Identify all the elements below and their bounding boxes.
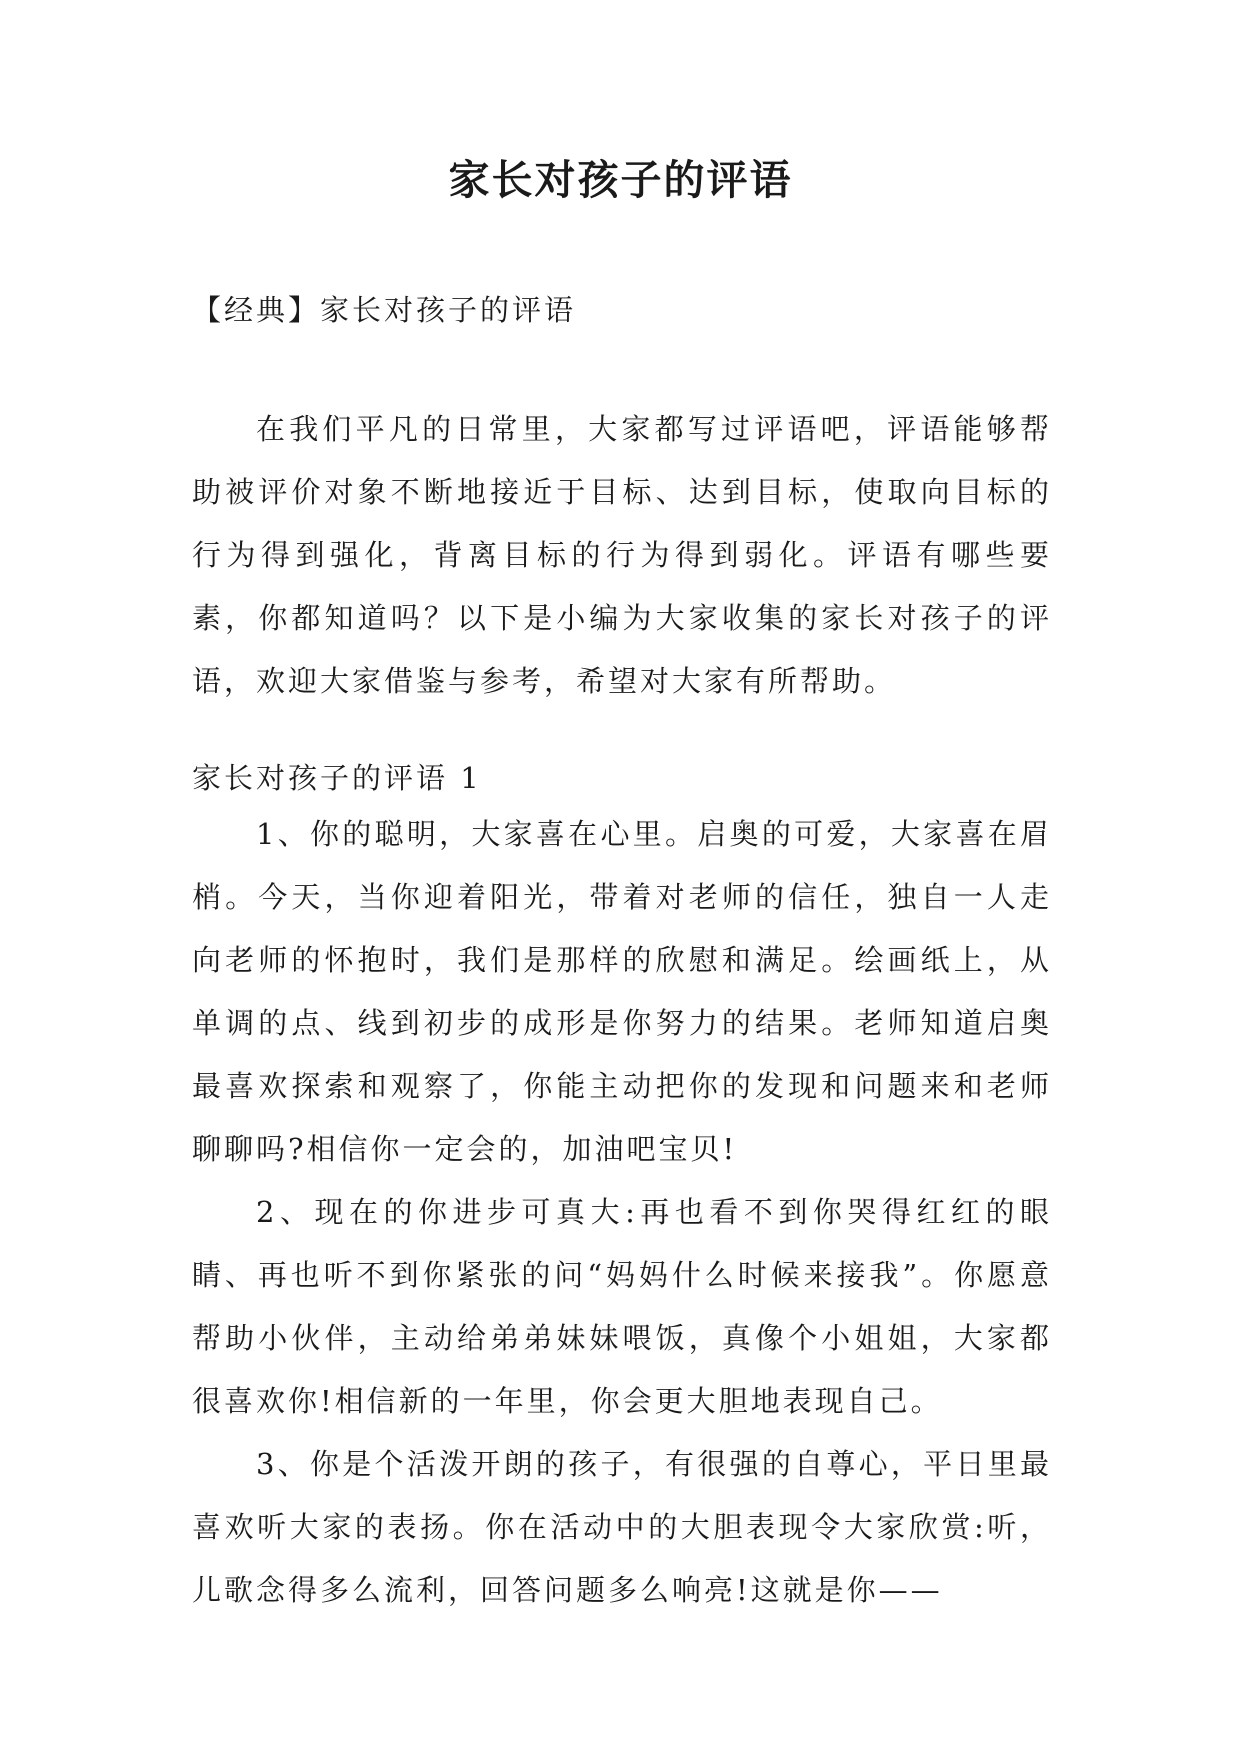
comment-item-2: 2、现在的你进步可真大:再也看不到你哭得红红的眼睛、再也听不到你紧张的问“妈妈什么时候来接我”。你愿意帮助小伙伴，主动给弟弟妹妹喂饭，真像个小姐姐，大家都很喜欢你!相信新的一年里，你会更大胆地表现自己。 [192, 1195, 1052, 1418]
intro-paragraph: 在我们平凡的日常里，大家都写过评语吧，评语能够帮助被评价对象不断地接近于目标、达到目标，使取向目标的行为得到强化，背离目标的行为得到弱化。评语有哪些要素，你都知道吗？以下是小编为大家收集的家长对孩子的评语，欢迎大家借鉴与参考，希望对大家有所帮助。 [192, 412, 1052, 698]
document-title: 家长对孩子的评语 [448, 156, 793, 204]
comment-list [192, 803, 1052, 1622]
comment-item-3: 3、你是个活泼开朗的孩子，有很强的自尊心，平日里最喜欢听大家的表扬。你在活动中的大胆表现令大家欣赏:听，儿歌念得多么流利，回答问题多么响亮!这就是你—— [192, 1447, 1052, 1607]
document-subtitle: 【经典】家长对孩子的评语 [192, 293, 577, 327]
comment-item-1: 1、你的聪明，大家喜在心里。启奥的可爱，大家喜在眉梢。今天，当你迎着阳光，带着对老师的信任，独自一人走向老师的怀抱时，我们是那样的欣慰和满足。绘画纸上，从单调的点、线到初步的成形是你努力的结果。老师知道启奥最喜欢探索和观察了，你能主动把你的发现和问题来和老师聊聊吗?相信你一定会的，加油吧宝贝! [192, 817, 1052, 1166]
section-heading: 家长对孩子的评语 1 [192, 761, 482, 795]
